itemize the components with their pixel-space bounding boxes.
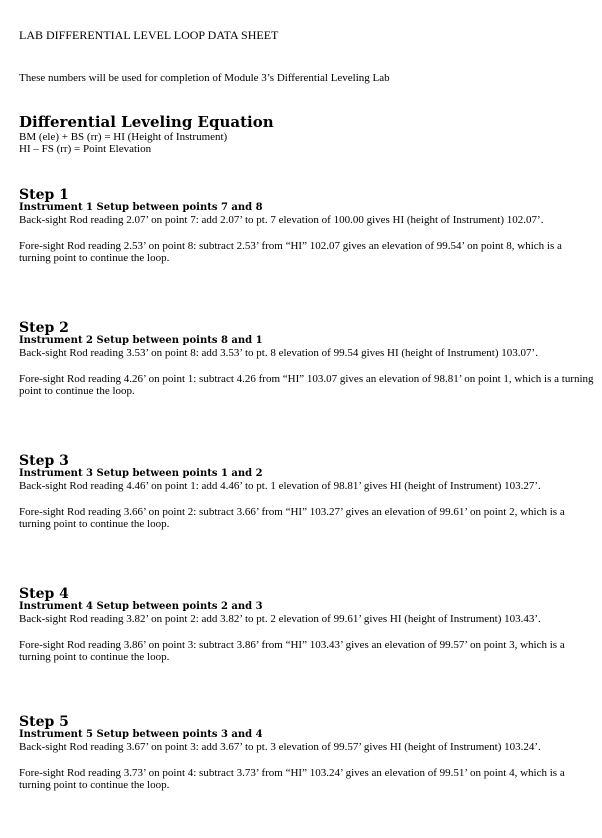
step-4-section — [19, 587, 594, 664]
step-setup: Instrument 1 Setup between points 7 and 8 — [19, 202, 263, 213]
step-setup: Instrument 2 Setup between points 8 and 1 — [19, 335, 263, 346]
foresight-text: Fore-sight Rod reading 4.26’ on point 1: subtract 4.26 from “HI” 103.07 gives an elevation of 98.81’ on point 1, which is a turning point to continue the loop. — [19, 372, 594, 397]
backsight-text: Back-sight Rod reading 3.53’ on point 8: add 3.53’ to pt. 8 elevation of 99.54 gives HI (height of Instrument) 103.07’. — [19, 347, 538, 359]
step-title: Step 4 — [19, 586, 69, 602]
equation-line-2: HI – FS (rr) = Point Elevation — [19, 143, 152, 155]
document-title: LAB DIFFERENTIAL LEVEL LOOP DATA SHEET — [19, 28, 279, 42]
step-title: Step 1 — [19, 187, 69, 203]
step-title: Step 2 — [19, 320, 69, 336]
step-5-section — [19, 715, 594, 792]
backsight-text: Back-sight Rod reading 2.07’ on point 7: add 2.07’ to pt. 7 elevation of 100.00 gives HI (height of Instrument) 102.07’. — [19, 214, 544, 226]
foresight-text: Fore-sight Rod reading 3.73’ on point 4: subtract 3.73’ from “HI” 103.24’ gives an elevation of 99.51’ on point 4, which is a turning point to continue the loop. — [19, 766, 565, 791]
step-3-section — [19, 454, 594, 531]
step-setup: Instrument 5 Setup between points 3 and 4 — [19, 729, 263, 740]
step-setup: Instrument 4 Setup between points 2 and 3 — [19, 601, 263, 612]
foresight-text: Fore-sight Rod reading 3.66’ on point 2: subtract 3.66’ from “HI” 103.27’ gives an elevation of 99.61’ on point 2, which is a turning point to continue the loop. — [19, 505, 565, 530]
step-title: Step 3 — [19, 453, 69, 469]
step-2-section — [19, 321, 594, 398]
backsight-text: Back-sight Rod reading 3.82’ on point 2: add 3.82’ to pt. 2 elevation of 99.61’ gives HI (height of Instrument) 103.43’. — [19, 613, 541, 625]
foresight-text: Fore-sight Rod reading 3.86’ on point 3: subtract 3.86’ from “HI” 103.43’ gives an elevation of 99.57’ on point 3, which is a turning point to continue the loop. — [19, 638, 565, 663]
step-title: Step 5 — [19, 714, 69, 730]
equation-line-1: BM (ele) + BS (rr) = HI (Height of Instrument) — [19, 131, 228, 143]
backsight-text: Back-sight Rod reading 3.67’ on point 3: add 3.67’ to pt. 3 elevation of 99.57’ gives HI (height of Instrument) 103.24’. — [19, 741, 541, 753]
equation-heading: Differential Leveling Equation — [19, 113, 274, 131]
step-1-section — [19, 188, 594, 265]
intro-text: These numbers will be used for completion of Module 3’s Differential Leveling Lab — [19, 72, 390, 84]
backsight-text: Back-sight Rod reading 4.46’ on point 1: add 4.46’ to pt. 1 elevation of 98.81’ gives HI (height of Instrument) 103.27’. — [19, 480, 541, 492]
step-setup: Instrument 3 Setup between points 1 and 2 — [19, 468, 263, 479]
foresight-text: Fore-sight Rod reading 2.53’ on point 8: subtract 2.53’ from “HI” 102.07 gives an elevation of 99.54’ on point 8, which is a turning point to continue the loop. — [19, 239, 562, 264]
